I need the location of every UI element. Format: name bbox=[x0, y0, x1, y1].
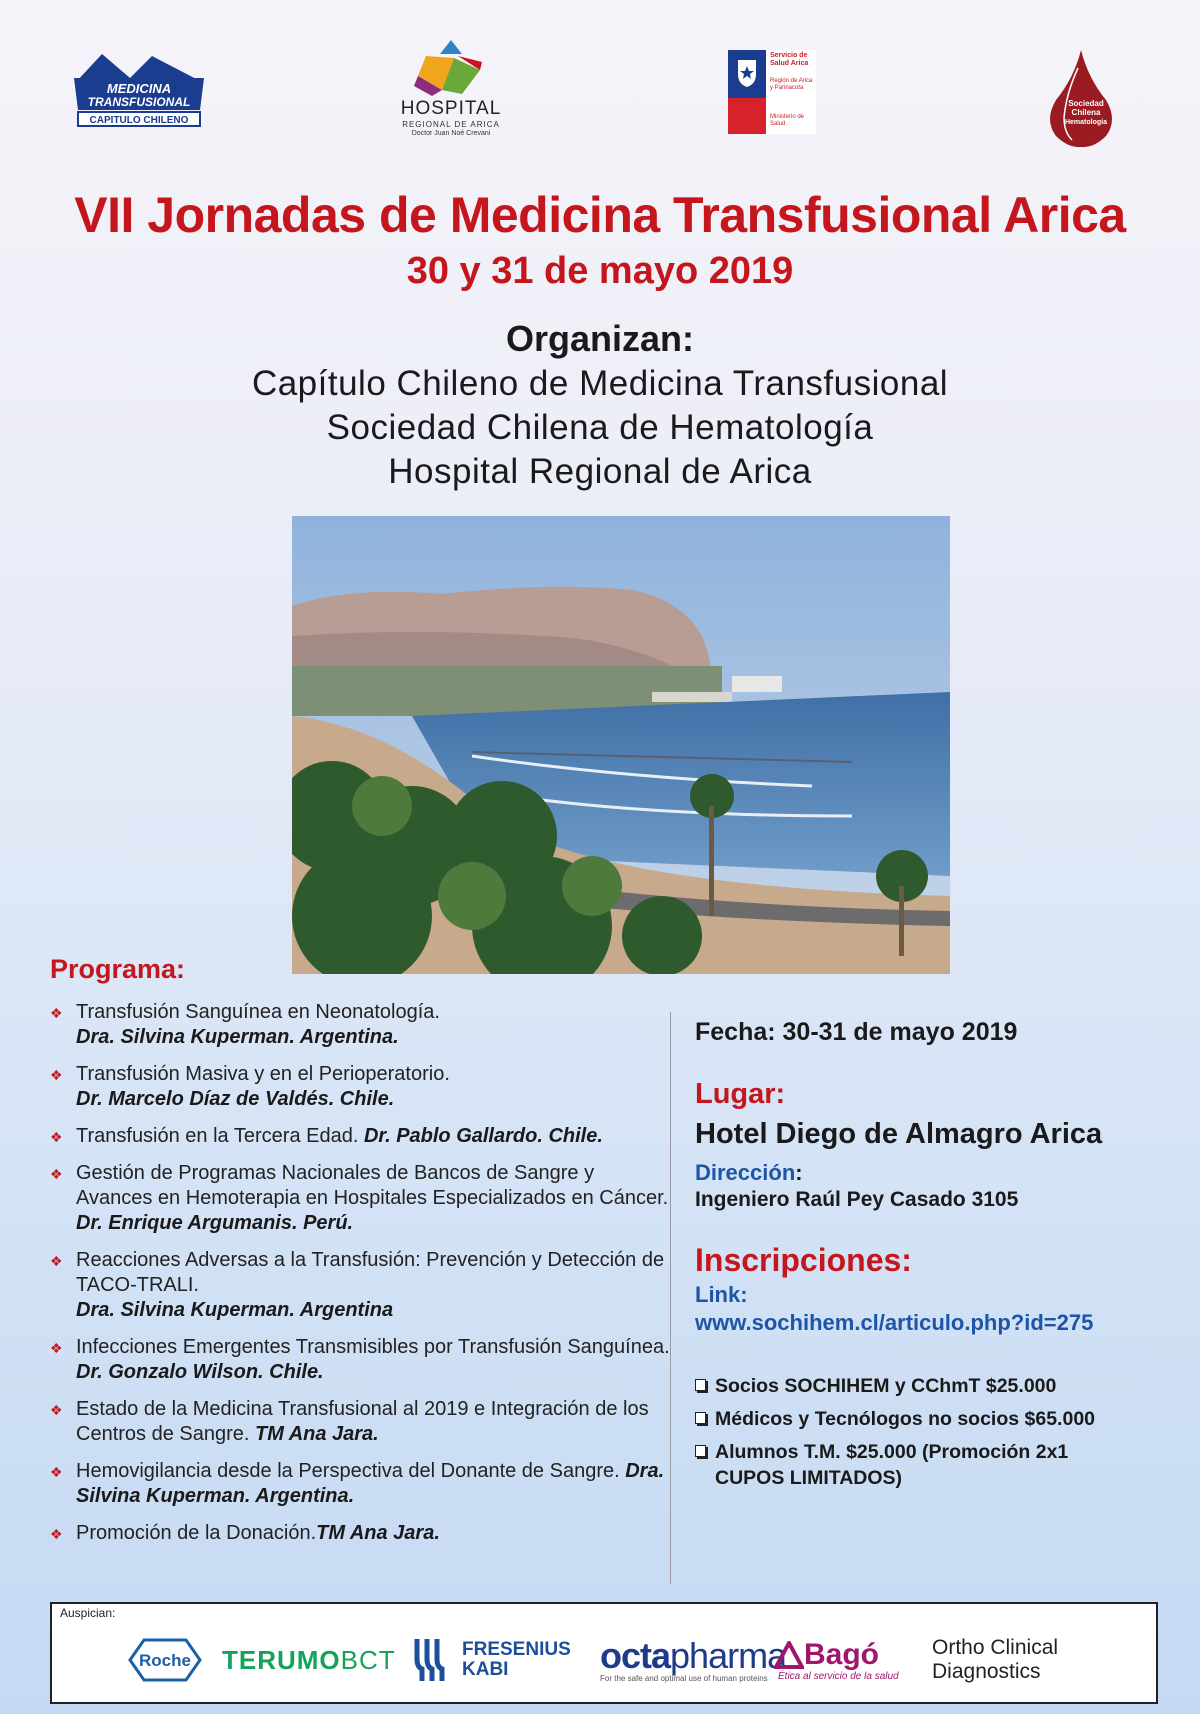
chile-shield-icon bbox=[736, 58, 758, 88]
price-item bbox=[695, 1407, 1175, 1431]
sponsors-label: Auspician: bbox=[60, 1606, 116, 1620]
diamond-bullet-icon: ❖ bbox=[50, 1005, 63, 1021]
price-item bbox=[695, 1440, 1175, 1464]
program-speaker: Dra. Silvina Kuperman. Argentina. bbox=[76, 1460, 665, 1507]
event-date-line: Fecha: 30-31 de mayo 2019 bbox=[695, 1018, 1018, 1046]
diamond-bullet-icon: ❖ bbox=[50, 1067, 63, 1083]
fresenius-logo bbox=[412, 1630, 571, 1690]
mt-line1: MEDICINA bbox=[106, 81, 172, 96]
program-speaker: Dr. Enrique Argumanis. Perú. bbox=[76, 1212, 354, 1234]
program-topic: Infecciones Emergentes Transmisibles por Transfusión Sanguínea. bbox=[76, 1336, 670, 1358]
checkbox-bullet-icon bbox=[695, 1412, 706, 1424]
organizers-heading: Organizan: bbox=[505, 318, 694, 359]
diamond-bullet-icon: ❖ bbox=[50, 1526, 63, 1542]
sochihem-line3: Hematología bbox=[1064, 119, 1108, 126]
kabi-text: KABI bbox=[462, 1659, 509, 1680]
bago-text: Bagó bbox=[804, 1637, 879, 1671]
address-colon: : bbox=[795, 1160, 803, 1185]
price-text: Médicos y Tecnólogos no socios $65.000 bbox=[715, 1408, 1096, 1430]
terumo-bct-text: BCT bbox=[340, 1644, 396, 1675]
mt-line2: TRANSFUSIONAL bbox=[87, 95, 191, 109]
program-item bbox=[48, 1335, 670, 1385]
registration-heading: Inscripciones: bbox=[695, 1242, 912, 1278]
address-value: Ingeniero Raúl Pey Casado 3105 bbox=[695, 1188, 1019, 1211]
diamond-bullet-icon: ❖ bbox=[50, 1402, 63, 1418]
diamond-bullet-icon: ❖ bbox=[50, 1166, 63, 1182]
link-label: Link: bbox=[695, 1282, 748, 1307]
servicio-salud-arica-logo bbox=[728, 50, 816, 134]
hospital-name: HOSPITAL bbox=[400, 98, 502, 119]
program-speaker: TM Ana Jara. bbox=[255, 1423, 379, 1445]
sochihem-logo bbox=[1048, 48, 1114, 148]
checkbox-bullet-icon bbox=[695, 1445, 706, 1457]
program-item bbox=[48, 1161, 670, 1236]
bago-logo bbox=[774, 1630, 899, 1690]
diamond-bullet-icon: ❖ bbox=[50, 1253, 63, 1269]
organizer-1: Capítulo Chileno de Medicina Transfusional bbox=[251, 364, 949, 403]
terumo-logo bbox=[222, 1630, 396, 1690]
terumo-text: TERUMO bbox=[222, 1644, 341, 1675]
organizer-3: Hospital Regional de Arica bbox=[388, 452, 812, 491]
venue-name: Hotel Diego de Almagro Arica bbox=[695, 1118, 1103, 1150]
program-speaker: Dr. Gonzalo Wilson. Chile. bbox=[76, 1361, 324, 1383]
program-topic: Transfusión Masiva y en el Perioperatorio. bbox=[76, 1063, 450, 1085]
fresenius-text: FRESENIUS bbox=[462, 1639, 571, 1660]
pharma-text: pharma bbox=[670, 1634, 787, 1676]
address-label: Dirección bbox=[695, 1160, 796, 1185]
program-list bbox=[48, 1000, 670, 1558]
ssa-region: Región de Arica y Parinacota bbox=[770, 78, 813, 91]
ssa-name: Servicio de Salud Arica bbox=[770, 52, 809, 67]
fresenius-mark-icon bbox=[412, 1637, 452, 1683]
price-text: Alumnos T.M. $25.000 (Promoción 2x1 bbox=[715, 1441, 1069, 1463]
program-item bbox=[48, 1248, 670, 1323]
price-text: Socios SOCHIHEM y CChmT $25.000 bbox=[715, 1375, 1057, 1397]
hospital-logo bbox=[396, 36, 506, 148]
diamond-bullet-icon: ❖ bbox=[50, 1464, 63, 1480]
program-topic: Gestión de Programas Nacionales de Bancos de Sangre y Avances en Hemoterapia en Hospitales Especializados en Cáncer. bbox=[76, 1162, 669, 1209]
ssa-ministry: Ministerio de Salud bbox=[770, 114, 805, 127]
program-speaker: Dr. Pablo Gallardo. Chile. bbox=[363, 1125, 603, 1147]
program-item bbox=[48, 1124, 670, 1149]
program-topic: Estado de la Medicina Transfusional al 2019 e Integración de los Centros de Sangre. bbox=[76, 1398, 649, 1445]
roche-logo bbox=[128, 1630, 202, 1690]
venue-heading: Lugar: bbox=[695, 1078, 786, 1110]
program-item bbox=[48, 1000, 670, 1050]
program-speaker: TM Ana Jara. bbox=[316, 1522, 440, 1544]
program-item bbox=[48, 1521, 670, 1546]
address-heading bbox=[695, 1160, 803, 1186]
arica-coast-photo bbox=[292, 516, 950, 974]
program-item bbox=[48, 1397, 670, 1447]
program-speaker: Dra. Silvina Kuperman. Argentina bbox=[76, 1299, 394, 1321]
mt-line3: CAPITULO CHILENO bbox=[89, 115, 189, 126]
bago-triangle-icon bbox=[774, 1641, 804, 1669]
diamond-bullet-icon: ❖ bbox=[50, 1340, 63, 1356]
program-item bbox=[48, 1062, 670, 1112]
program-speaker: Dra. Silvina Kuperman. Argentina. bbox=[76, 1026, 399, 1048]
program-heading: Programa: bbox=[50, 954, 186, 984]
event-title: VII Jornadas de Medicina Transfusional Arica bbox=[74, 187, 1126, 243]
program-topic: Transfusión Sanguínea en Neonatología. bbox=[76, 1001, 440, 1023]
octa-text: octa bbox=[600, 1634, 671, 1676]
column-divider bbox=[670, 1012, 671, 1584]
price-item bbox=[695, 1374, 1175, 1398]
organizer-2: Sociedad Chilena de Hematología bbox=[326, 408, 874, 447]
medicina-transfusional-logo bbox=[72, 48, 206, 140]
registration-link[interactable]: www.sochihem.cl/articulo.php?id=275 bbox=[695, 1310, 1094, 1335]
sochihem-line2: Chilena bbox=[1071, 108, 1101, 117]
program-topic: Promoción de la Donación. bbox=[76, 1522, 317, 1544]
hospital-emblem-icon bbox=[396, 36, 506, 98]
bago-tagline: Ética al servicio de la salud bbox=[778, 1670, 899, 1682]
sponsors-box bbox=[50, 1602, 1158, 1704]
hospital-sub2: Doctor Juan Noé Crevani bbox=[411, 130, 491, 137]
diamond-bullet-icon: ❖ bbox=[50, 1129, 63, 1145]
octapharma-tagline: For the safe and optimal use of human proteins bbox=[600, 1673, 768, 1683]
price-note: CUPOS LIMITADOS) bbox=[715, 1467, 903, 1489]
ortho-logo: Ortho Clinical Diagnostics bbox=[932, 1636, 1059, 1683]
program-item bbox=[48, 1459, 670, 1509]
checkbox-bullet-icon bbox=[695, 1379, 706, 1391]
program-topic: Transfusión en la Tercera Edad. bbox=[76, 1125, 359, 1147]
hospital-sub: REGIONAL DE ARICA bbox=[402, 120, 500, 129]
program-topic: Reacciones Adversas a la Transfusión: Prevención y Detección de TACO-TRALI. bbox=[76, 1249, 665, 1296]
sochihem-line1: Sociedad bbox=[1068, 99, 1104, 108]
event-dates: 30 y 31 de mayo 2019 bbox=[406, 250, 794, 292]
octapharma-logo bbox=[600, 1630, 786, 1690]
program-speaker: Dr. Marcelo Díaz de Valdés. Chile. bbox=[76, 1088, 395, 1110]
roche-text: Roche bbox=[139, 1651, 191, 1670]
program-topic: Hemovigilancia desde la Perspectiva del Donante de Sangre. bbox=[76, 1460, 620, 1482]
price-list bbox=[695, 1374, 1175, 1490]
